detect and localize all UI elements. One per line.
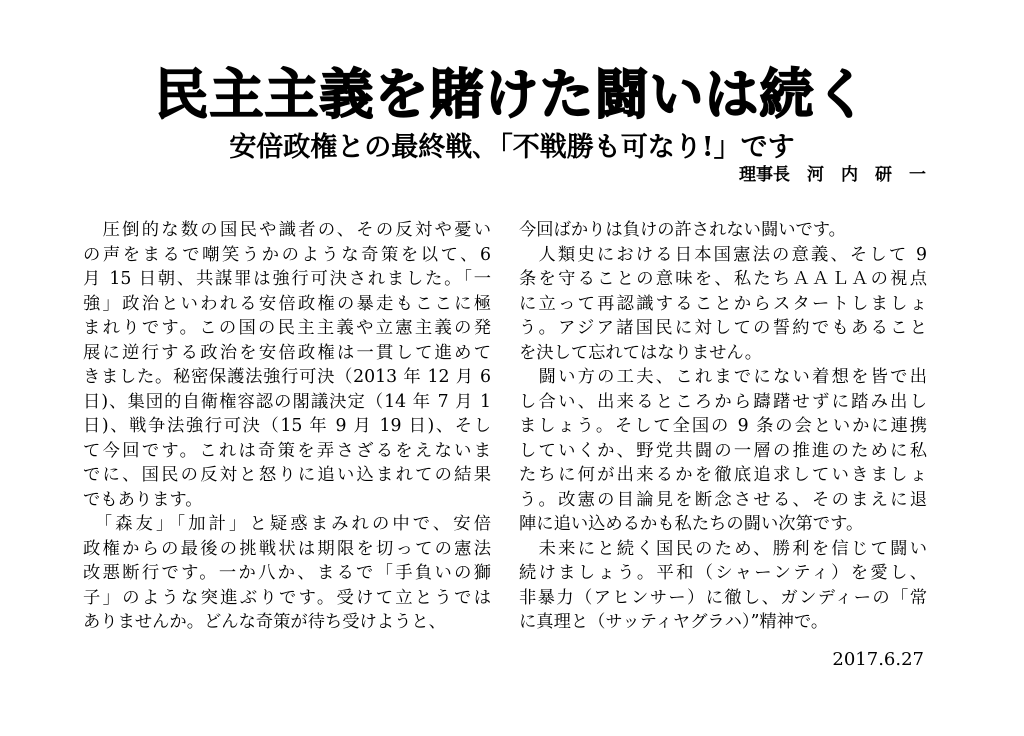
document-subtitle: 安倍政権との最終戦､「不戦勝も可なり!」です — [229, 132, 795, 163]
text-line: 改悪断行です。一か八か、まるで「手負いの獅 — [83, 563, 491, 583]
text-line: ましょう。そして全国の 9 条の会といかに連携 — [519, 416, 927, 436]
text-line: し合い、出来るところから躊躇せずに踏み出し — [519, 391, 927, 412]
text-line: していくか、野党共闘の一層の推進のために私 — [519, 440, 927, 461]
text-line: う。アジア諸国民に対しての誓約でもあること — [519, 318, 927, 338]
left-column — [83, 218, 491, 635]
text-line: に真理と（サッティヤグラハ）”精神で。 — [519, 612, 829, 632]
text-line: 強」政治といわれる安倍政権の暴走もここに極 — [83, 293, 491, 314]
text-line: でに、国民の反対と怒りに追い込まれての結果 — [83, 465, 491, 485]
text-line: 日)、戦争法強行可決（15 年 9 月 19 日)、そし — [83, 416, 491, 436]
text-line: 政権からの最後の挑戦状は期限を切っての憲法 — [83, 538, 491, 559]
text-line: きました。秘密保護法強行可決（2013 年 12 月 6 — [83, 367, 491, 387]
text-line: 陣に追い込めるかも私たちの闘い次第です。 — [519, 514, 864, 534]
text-line: 展に逆行する政治を安倍政権は一貫して進めて — [83, 342, 491, 363]
text-line: 日)、集団的自衛権容認の閣議決定（14 年 7 月 1 — [83, 391, 491, 412]
text-line: 子」のような突進ぶりです。受けて立とうでは — [83, 587, 491, 608]
text-line: の声をまるで嘲笑うかのような奇策を以て、6 — [83, 244, 491, 265]
text-line: 「森友」「加計」と疑惑まみれの中で、安倍 — [83, 514, 491, 534]
text-line: う。改憲の目論見を断念させる、そのまえに退 — [519, 489, 927, 510]
right-column — [519, 218, 927, 635]
text-line: を決して忘れてはなりません。 — [519, 342, 762, 363]
text-line: 非暴力（アヒンサー）に徹し、ガンディーの「常 — [519, 587, 927, 608]
text-line: 続けましょう。平和（シャーンティ）を愛し、 — [519, 563, 927, 583]
text-line: でもあります。 — [83, 489, 203, 510]
text-line: に立って再認識することからスタートしましょ — [519, 293, 927, 314]
text-line: 闘い方の工夫、これまでにない着想を皆で出 — [519, 367, 927, 387]
text-line: 人類史における日本国憲法の意義、そして 9 — [519, 244, 927, 265]
text-line: て今回です。これは奇策を弄さざるをえないま — [83, 440, 491, 461]
document-title: 民主主義を賭けた闘いは続く — [154, 63, 870, 126]
text-line: 今回ばかりは負けの許されない闘いです。 — [519, 220, 846, 240]
text-line: 月 15 日朝、共謀罪は強行可決されました。「一 — [83, 269, 491, 289]
text-line: 条を守ることの意味を、私たちＡＡＬＡの視点 — [519, 269, 927, 289]
text-line: 未来にと続く国民のため、勝利を信じて闘い — [519, 538, 927, 559]
document-date: 2017.6.27 — [832, 649, 924, 670]
text-line: ありませんか。どんな奇策が待ち受けようと、 — [83, 612, 446, 632]
text-line: 圧倒的な数の国民や識者の、その反対や憂い — [83, 220, 491, 240]
text-line: まれりです。この国の民主主義や立憲主義の発 — [83, 318, 491, 338]
text-line: たちに何が出来るかを徹底追求していきましょ — [519, 465, 927, 485]
author-line: 理事長 河 内 研 一 — [739, 165, 926, 185]
